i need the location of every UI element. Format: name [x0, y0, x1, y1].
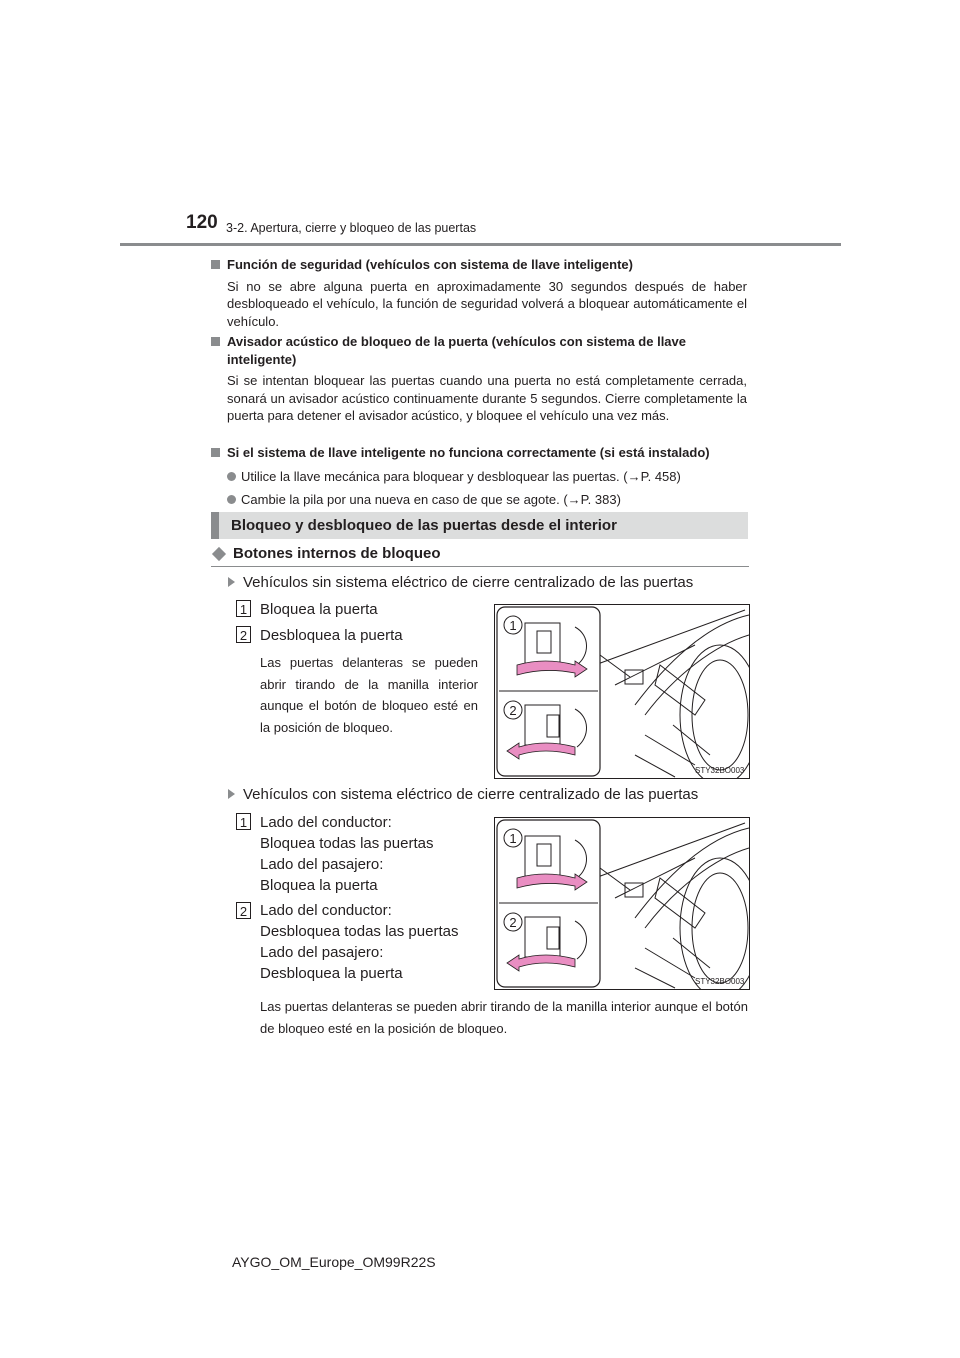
figure-lock-button-manual — [494, 604, 750, 779]
bullet-item: Cambie la pila por una nueva en caso de que se agote. (→P. 383) — [211, 491, 747, 509]
number-2-icon: 2 — [236, 626, 251, 643]
note-smart-key-malfunction — [211, 444, 747, 509]
number-1-icon: 1 — [236, 600, 251, 617]
bullet-dot-icon — [227, 472, 236, 481]
section-title-bar — [211, 512, 748, 539]
page-number: 120 — [186, 212, 218, 233]
figure-label-1: 1 — [509, 831, 517, 846]
item-lock-central: Lado del conductor: Bloquea todas las puertas Lado del pasajero: Bloquea la puerta — [260, 814, 434, 894]
diamond-icon — [212, 547, 226, 561]
figure-label-2: 2 — [509, 703, 517, 718]
subheading — [211, 544, 749, 567]
section-header: 3-2. Apertura, cierre y bloqueo de las puertas — [226, 221, 477, 235]
number-2-icon: 2 — [236, 902, 251, 919]
triangle-icon — [228, 789, 235, 799]
note-acoustic-alarm — [211, 333, 747, 425]
header-rule — [120, 243, 841, 246]
number-1-icon: 1 — [236, 813, 251, 830]
note-title: Si el sistema de llave inteligente no funciona correctamente (si está instalado) — [211, 444, 747, 462]
section-title: Bloqueo y desbloqueo de las puertas desde el interior — [231, 517, 617, 534]
item-lock: Bloquea la puerta — [260, 601, 378, 618]
triangle-icon — [228, 577, 235, 587]
note-security-function — [211, 256, 747, 330]
case-without-central-locking: Vehículos sin sistema eléctrico de cierre centralizado de las puertas — [228, 574, 693, 591]
figure-lock-button-central — [494, 817, 750, 990]
case1-note: Las puertas delanteras se pueden abrir tirando de la manilla interior aunque el botón de bloqueo esté en la posición de bloqueo. — [260, 655, 478, 735]
case2-note: Las puertas delanteras se pueden abrir tirando de la manilla interior aunque el botón de bloqueo esté en la posición de bloqueo. — [260, 999, 748, 1036]
item-unlock-central: Lado del conductor: Desbloquea todas las puertas Lado del pasajero: Desbloquea la puerta — [260, 902, 459, 982]
figure-code: STY32BO003 — [695, 766, 745, 775]
figure-label-2: 2 — [509, 915, 517, 930]
figure-code: STY32BO003 — [695, 977, 745, 986]
bullet-dot-icon — [227, 495, 236, 504]
bullet-item: Utilice la llave mecánica para bloquear y desbloquear las puertas. (→P. 458) — [211, 468, 747, 486]
note-title: Avisador acústico de bloqueo de la puerta (vehículos con sistema de llave inteligente) — [211, 333, 747, 368]
note-title: Función de seguridad (vehículos con sistema de llave inteligente) — [211, 256, 747, 274]
item-unlock: Desbloquea la puerta — [260, 627, 403, 644]
figure-label-1: 1 — [509, 618, 517, 633]
case-with-central-locking: Vehículos con sistema eléctrico de cierre centralizado de las puertas — [228, 786, 698, 803]
subheading-text: Botones internos de bloqueo — [233, 545, 441, 562]
footer-document-code: AYGO_OM_Europe_OM99R22S — [232, 1254, 436, 1270]
note-body: Si no se abre alguna puerta en aproximadamente 30 segundos después de haber desbloqueado el vehículo, la función de seguridad volverá a bloquear automáticamente el vehículo. — [227, 278, 747, 329]
note-body: Si se intentan bloquear las puertas cuando una puerta no está completamente cerrada, sonará un avisador acústico continuamente durante 5 segundos. Cierre completamente la puerta para detener el avisador acústico, y bloquee el vehículo una vez más. — [227, 373, 747, 423]
